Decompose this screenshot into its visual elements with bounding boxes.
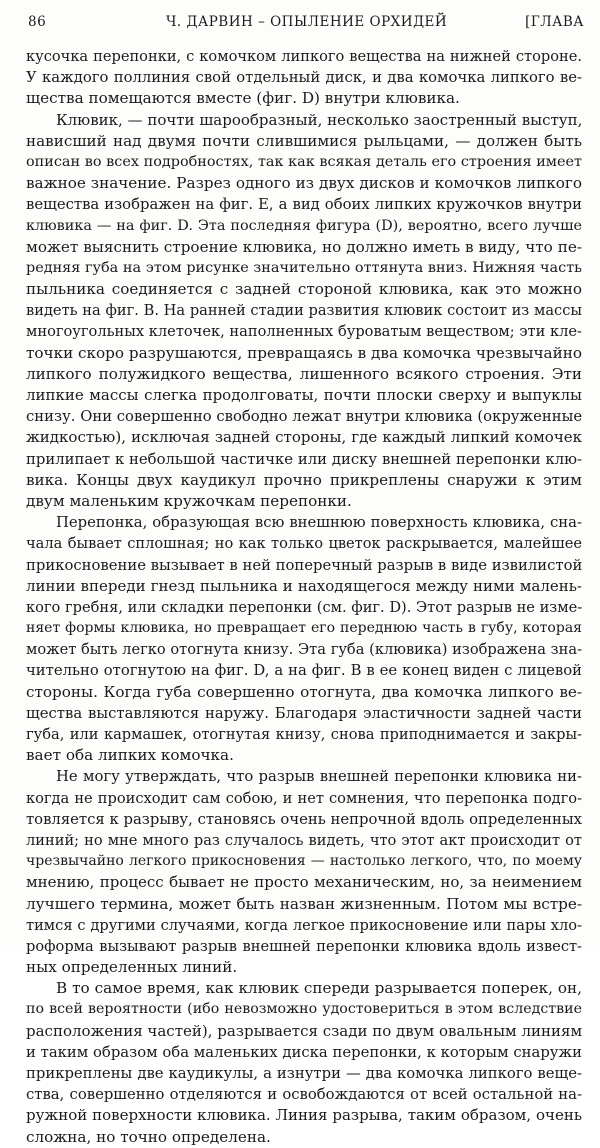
text-line: стороны. Когда губа совершенно отогнута, два комочка липкого ве- [26, 682, 582, 701]
text-line: описан во всех подробностях, так как всякая деталь его строения имеет [26, 153, 582, 170]
text-line: щества выставляются наружу. Благодаря эластичности задней части [26, 704, 582, 722]
text-line: редняя губа на этом рисунке значительно оттянута вниз. Нижняя часть [26, 259, 582, 276]
text-line: У каждого поллиния свой отдельный диск, и два комочка липкого ве- [26, 69, 582, 87]
text-line: ства, совершенно отделяются и освобождаются от всей остальной на- [26, 1086, 582, 1104]
text-line: прилипает к небольшой частичке или диску внешней перепонки клю- [26, 450, 582, 468]
text-line: лучшего термина, может быть назван жизненным. Потом мы встре- [26, 894, 582, 913]
text-line: может выяснить строение клювика, но должно иметь в виду, что пе- [26, 237, 582, 256]
text-line: роформа вызывают разрыв внешней перепонки клювика вдоль извест- [26, 937, 582, 955]
text-line: прикосновение вызывает в ней поперечный разрыв в виде извилистой [26, 556, 583, 574]
text-line: пыльника соединяется с задней стороной клювика, как это можно [26, 280, 582, 299]
text-line: щества помещаются вместе (фиг. D) внутри клювика. [26, 89, 460, 108]
text-line: вика. Концы двух каудикул прочно прикреплены снаружи к этим [26, 470, 582, 489]
paragraph-start-line: Не могу утверждать, что разрыв внешней перепонки клювика ни- [56, 768, 582, 786]
text-line: губа, или кармашек, отогнутая книзу, снова приподнимается и закры- [26, 726, 582, 743]
text-line: по всей вероятности (ибо невозможно удостовериться в этом вследствие [26, 1001, 582, 1018]
text-line: когда не происходит сам собою, и нет сомнения, что перепонка подго- [26, 789, 582, 807]
page-body [26, 46, 582, 1148]
page-number: 86 [28, 14, 47, 30]
text-line: ных определенных линий. [26, 958, 238, 977]
text-line: может быть легко отогнута книзу. Эта губа (клювика) изображена зна- [26, 641, 582, 659]
text-line: сложна, но точно определена. [26, 1127, 271, 1146]
text-line: видеть на фиг. B. На ранней стадии развития клювик состоит из массы [26, 302, 582, 320]
text-line: клювика — на фиг. D. Эта последняя фигура (D), вероятно, всего лучше [26, 217, 582, 234]
text-line: многоугольных клеточек, наполненных буроватым веществом; эти кле- [26, 323, 582, 341]
running-title: Ч. ДАРВИН – ОПЫЛЕНИЕ ОРХИДЕЙ [166, 14, 448, 30]
text-line: нависший над двумя почти слившимися рыльцами, — должен быть [26, 131, 582, 150]
text-line: чала бывает сплошная; но как только цветок раскрывается, малейшее [26, 535, 582, 553]
text-line: вещества изображен на фиг. E, а вид обоих липких кружочков внутри [26, 196, 582, 214]
text-line: чрезвычайно легкого прикосновения — настолько легкого, что, по моему [26, 853, 582, 870]
text-line: линий; но мне много раз случалось видеть, что этот акт происходит от [26, 831, 582, 849]
text-line: важное значение. Разрез одного из двух дисков и комочков липкого [26, 174, 582, 193]
text-line: прикреплены две каудикулы, а изнутри — два комочка липкого веще- [26, 1065, 582, 1082]
text-line: мнению, процесс бывает не просто механическим, но, за неимением [26, 873, 582, 892]
paragraph-start-line: Перепонка, образующая всю внешнюю поверхность клювика, сна- [56, 514, 582, 532]
text-line: липкие массы слегка продолговаты, почти плоски сверху и выпуклы [26, 386, 582, 404]
text-line: вает оба липких комочка. [26, 746, 234, 765]
text-line: снизу. Они совершенно свободно лежат внутри клювика (окруженные [26, 408, 583, 426]
text-line: чительно отогнутою на фиг. D, а на фиг. B в ее конец виден с лицевой [26, 662, 582, 680]
text-line: тимся с другими случаями, когда легкое прикосновение или пары хло- [26, 916, 582, 934]
text-line: точки скоро разрушаются, превращаясь в два комочка чрезвычайно [26, 343, 582, 362]
paragraph-start-line: В то самое время, как клювик спереди разрывается поперек, он, [56, 979, 582, 998]
text-line: ружной поверхности клювика. Линия разрыва, таким образом, очень [26, 1106, 582, 1125]
text-line: двум маленьким кружочкам перепонки. [26, 491, 352, 510]
text-line: липкого полужидкого вещества, лишенного всякого строения. Эти [26, 364, 582, 383]
text-line: и таким образом оба маленьких диска перепонки, к которым снаружи [26, 1043, 582, 1061]
chapter-label: [ГЛАВА [525, 14, 584, 30]
paragraph-start-line: Клювик, — почти шарообразный, несколько заостренный выступ, [56, 110, 583, 129]
text-line: кусочка перепонки, с комочком липкого вещества на нижней стороне. [26, 48, 582, 65]
text-line: няет формы клювика, но превращает его переднюю часть в губу, которая [26, 620, 582, 637]
page-header [28, 14, 584, 36]
text-line: жидкостью), исключая задней стороны, где каждый липкий комочек [26, 428, 582, 447]
text-line: линии впереди гнезд пыльника и находящегося между ними малень- [26, 576, 582, 595]
text-line: кого гребня, или складки перепонки (см. фиг. D). Этот разрыв не изме- [26, 598, 583, 616]
text-line: расположения частей), разрывается сзади по двум овальным линиям [26, 1021, 583, 1040]
text-line: товляется к разрыву, становясь очень непрочной вдоль определенных [26, 810, 582, 828]
